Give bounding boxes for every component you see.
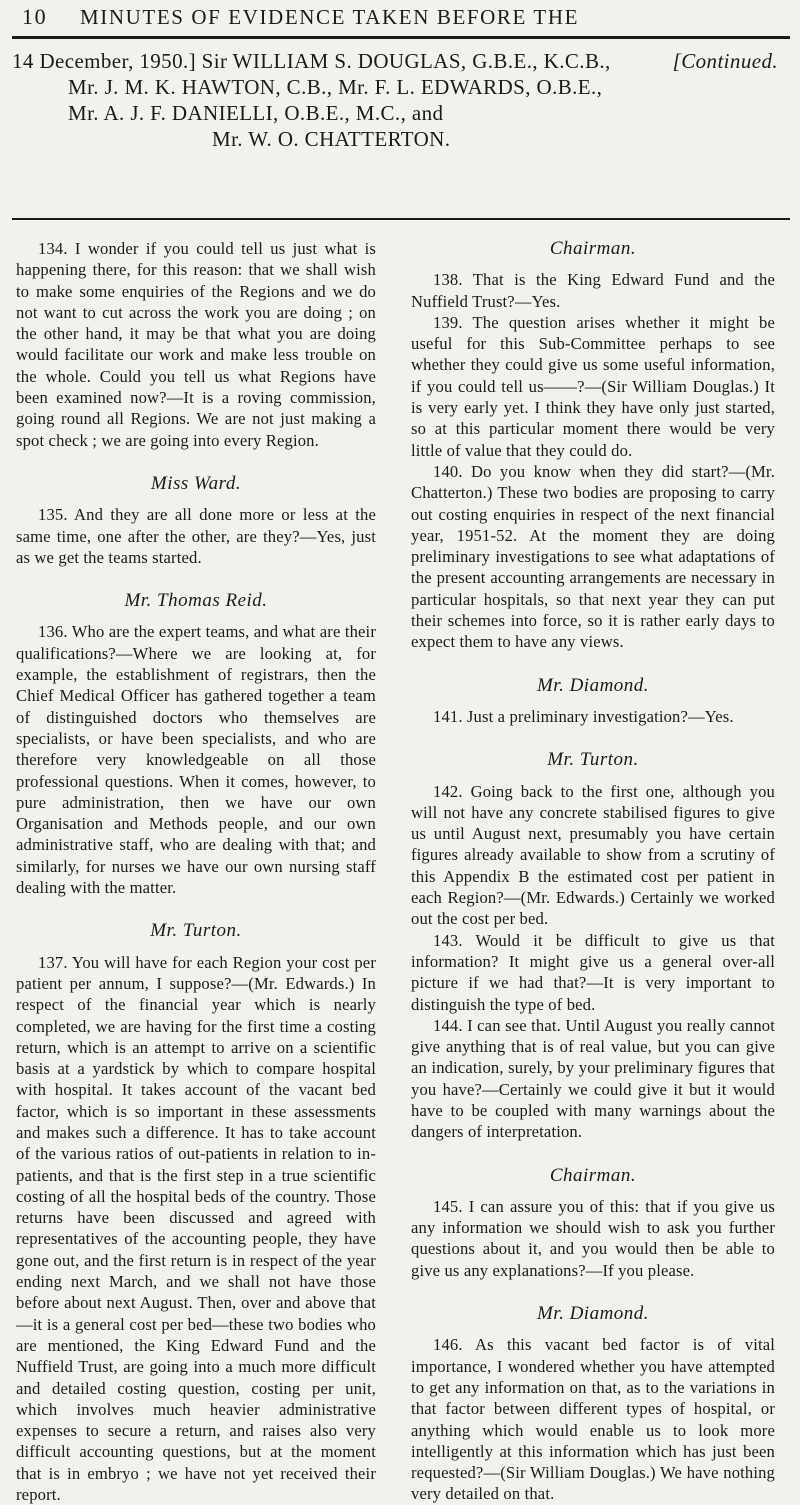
session-line-4: Mr. W. O. CHATTERTON. — [212, 127, 451, 151]
session-attendance — [12, 48, 792, 152]
speaker-heading: Chairman. — [549, 1164, 637, 1186]
evidence-paragraph: 142. Going back to the first one, although you will not have any concrete stabilised figures to give us until August next, presumably you have certain figures already available to show from a scrutiny of this Appendix B the estimated cost per patient in each Region?—(Mr. Edwards.) Certainly we worked out the cost per bed. — [411, 781, 775, 929]
evidence-paragraph: 136. Who are the expert teams, and what are their qualifications?—Where we are looking at, for example, the establishment of registrars, then the Chief Medical Officer has gathered together a team of distinguished doctors who themselves are specialists, or have been specialists, and who are therefore very knowledgeable on all those professional questions. When it comes, however, to pure administration, then we have our own Organisation and Methods people, and our own administrative staff, who are dealing with that; and similarly, for nurses we have our own nursing staff dealing with the matter. — [16, 622, 376, 898]
speaker-heading: Mr. Turton. — [150, 920, 242, 942]
continued-label: [Continued. — [672, 49, 778, 73]
evidence-paragraph: 143. Would it be difficult to give us that information? It might give us a general over-all picture if we had that?—It is very important to distinguish the type of bed. — [411, 930, 775, 1014]
speaker-heading: Chairman. — [549, 238, 637, 259]
left-column — [16, 238, 376, 1505]
evidence-paragraph: 134. I wonder if you could tell us just what is happening there, for this reason: that we shall wish to make some enquiries of the Regions and we do not want to cut across the work you are doing ; on the other hand, it may be that what you are doing would facilitate our work and make less trouble on the whole. Could you tell us what Regions have been examined now?—It is a roving commission, going round all Regions. We are not just making a spot check ; we are going into every Region. — [16, 239, 376, 450]
evidence-paragraph: 146. As this vacant bed factor is of vital importance, I wondered whether you have attempted to get any information on that, as to the variations in that factor between different types of hospital, or anything which would enable us to look more intelligently at this information which has just been requested?—(Sir William Douglas.) We have nothing very detailed on that. — [411, 1335, 775, 1504]
right-column — [411, 238, 775, 1505]
session-rule — [12, 218, 790, 220]
speaker-heading: Mr. Diamond. — [536, 674, 650, 696]
evidence-paragraph: 140. Do you know when they did start?—(Mr. Chatterton.) These two bodies are proposing to carry out costing enquiries in respect of the next financial year, 1951-52. At the moment they are doing preliminary investigations to see what adaptations of the present accounting arrangements are necessary in particular hospitals, so that next year they can put their schemes into force, so it is rather early days to expect them to have any views. — [411, 461, 775, 652]
evidence-paragraph: 135. And they are all done more or less at the same time, one after the other, are they?—Yes, just as we get the teams started. — [16, 505, 376, 567]
session-line-1: 14 December, 1950.] Sir WILLIAM S. DOUGLAS, G.B.E., K.C.B., — [12, 49, 611, 73]
evidence-paragraph: 144. I can see that. Until August you really cannot give anything that is of real value, but you can give an indication, surely, by your preliminary figures that you have?—Certainly we could give it but it would have to be coupled with many warnings about the dangers of interpretation. — [411, 1015, 775, 1142]
session-line-2: Mr. J. M. K. HAWTON, C.B., Mr. F. L. EDWARDS, O.B.E., — [68, 75, 603, 99]
speaker-heading: Mr. Thomas Reid. — [124, 590, 268, 612]
evidence-paragraph: 145. I can assure you of this: that if you give us any information we should wish to ask you further questions about it, and you would then be able to give us any explanations?—If you please. — [411, 1196, 775, 1280]
page-number: 10 — [22, 4, 48, 29]
session-line-3: Mr. A. J. F. DANIELLI, O.B.E., M.C., and — [68, 101, 444, 125]
evidence-paragraph: 138. That is the King Edward Fund and the Nuffield Trust?—Yes. — [411, 270, 775, 311]
evidence-paragraph: 139. The question arises whether it might be useful for this Sub-Committee perhaps to see whether they could give us some useful information, if you could tell us——?—(Sir William Douglas.) It is very early yet. I think they have only just started, so at this particular moment there would be very little of value that they could do. — [411, 312, 775, 460]
speaker-heading: Mr. Diamond. — [536, 1303, 650, 1325]
speaker-heading: Mr. Turton. — [547, 749, 639, 771]
evidence-paragraph: 137. You will have for each Region your cost per patient per annum, I suppose?—(Mr. Edwards.) In respect of the financial year which is nearly completed, we are having for the first time a costing return, which is an attempt to arrive on a scientific basis at a yardstick by which to compare hospital with hospital. It takes account of the vacant bed factor, which is so important in these assessments and makes such a difference. It has to take account of the various ratios of out-patients in relation to in-patients, and that is the first step in a true scientific costing of all the hospital beds of the country. Those returns have been discussed and agreed with representatives of the accounting people, they have gone out, and the first return is in respect of the year ending next March, and we shall not have those before about next August. Then, over and above that—it is a general cost per bed—these two bodies who are mentioned, the King Edward Fund and the Nuffield Trust, are going into a much more difficult and detailed costing question, costing per unit, which involves much heavier administrative expenses to secure a return, and raises also very difficult accounting questions, but at the moment that is in embryo ; we have not yet received their report. — [16, 952, 376, 1505]
evidence-paragraph: 141. Just a preliminary investigation?—Yes. — [433, 706, 734, 726]
header-rule — [12, 36, 790, 39]
running-title: MINUTES OF EVIDENCE TAKEN BEFORE THE — [80, 5, 580, 29]
speaker-heading: Miss Ward. — [150, 472, 242, 494]
